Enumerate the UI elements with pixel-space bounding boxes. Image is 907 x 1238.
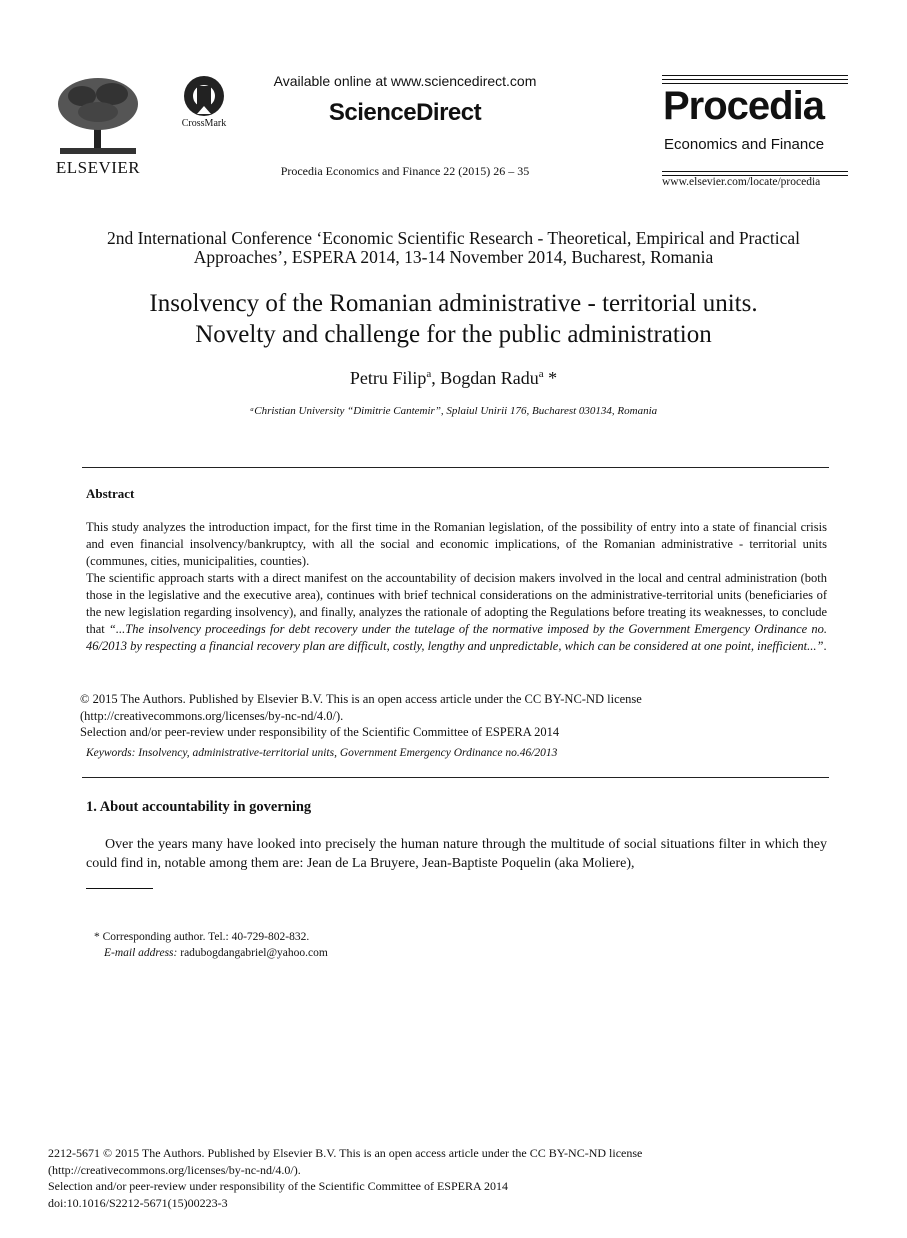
author-sep: , [431, 368, 441, 388]
corresponding-star: * [543, 368, 558, 388]
title-line-1: Insolvency of the Romanian administrative - territorial units. [149, 290, 758, 317]
elsevier-wordmark: ELSEVIER [55, 158, 141, 177]
author-2: Bogdan Radu [440, 368, 539, 388]
divider-bottom [82, 777, 829, 778]
affiliation: ᵃChristian University “Dimitrie Cantemir”, Splaiul Unirii 176, Bucharest 030134, Romania [249, 405, 658, 417]
procedia-title: Procedia [663, 84, 824, 128]
section-1-heading: 1. About accountability in governing [86, 799, 312, 815]
section-1-paragraph: Over the years many have looked into precisely the human nature through the multitude of social situations filter in which they could find in, notable among them are: Jean de La Bruyere, Jean-Baptiste Poquelin (aka Moliere), [86, 837, 827, 871]
footnote [94, 929, 594, 961]
email-address[interactable]: radubogdangabriel@yahoo.com [180, 947, 328, 959]
author-2-affil: a [538, 368, 544, 380]
abstract-quote: “...The insolvency proceedings for debt recovery under the tutelage of the normative imposed by the Government Emergency Ordinance no. 46/2013 by respecting a financial recovery plan are difficult, costly, lengthy and unpredictable, which can be considered at one point, inefficient...” [86, 622, 827, 653]
authors [150, 368, 757, 389]
divider-top [82, 467, 829, 468]
author-1: Petru Filip [349, 368, 427, 388]
abstract-p2-text: The scientific approach starts with a direct manifest on the accountability of decision makers involved in the local and central administration (both those in the legislative and the executive area), continues with brief technical considerations on the administrative-territorial units (beneficiaries of the new legislation regarding insolvency), and finally, analyzes the rationale of adopting the Regulations before treating its weaknesses, to conclude that [86, 571, 827, 636]
corresponding-author-line: * Corresponding author. Tel.: 40-729-802-832. [94, 931, 310, 943]
footer-issn-line: 2212-5671 © 2015 The Authors. Published by Elsevier B.V. This is an open access article under the CC BY-NC-ND license [48, 1146, 643, 1160]
copyright-block [80, 691, 827, 741]
footer-license-link[interactable]: (http://creativecommons.org/licenses/by-nc-nd/4.0/). [48, 1162, 301, 1177]
title-line-2: Novelty and challenge for the public administration [195, 321, 712, 348]
abstract-paragraph-2 [86, 570, 827, 655]
abstract-heading: Abstract [86, 486, 135, 501]
sciencedirect-logo: ScienceDirect [328, 99, 482, 126]
page-footer [48, 1145, 828, 1211]
conference-line: 2nd International Conference ‘Economic Scientific Research - Theoretical, Empirical and Practical Approaches’, ESPERA 2014, 13-14 November 2014, Bucharest, Romania [106, 228, 801, 267]
keywords: Keywords: Insolvency, administrative-territorial units, Government Emergency Ordinance no.46/2013 [86, 747, 558, 759]
procedia-url[interactable]: www.elsevier.com/locate/procedia [662, 176, 821, 188]
license-link[interactable]: (http://creativecommons.org/licenses/by-nc-nd/4.0/). [80, 708, 344, 723]
email-label: E-mail address: [104, 947, 178, 959]
footer-peer-review: Selection and/or peer-review under responsibility of the Scientific Committee of ESPERA 2014 [48, 1179, 508, 1193]
footnote-rule [86, 888, 153, 889]
author-1-affil: a [426, 368, 432, 380]
abstract-body [86, 519, 827, 655]
available-online-text: Available online at www.sciencedirect.com [273, 73, 537, 89]
crossmark-icon[interactable] [180, 74, 228, 122]
journal-reference: Procedia Economics and Finance 22 (2015) 26 – 35 [280, 164, 530, 178]
copyright-line: © 2015 The Authors. Published by Elsevier B.V. This is an open access article under the CC BY-NC-ND license [80, 692, 642, 706]
elsevier-tree-logo [52, 74, 144, 158]
abstract-p2-end: . [823, 639, 827, 653]
peer-review-line: Selection and/or peer-review under responsibility of the Scientific Committee of ESPERA 2014 [80, 725, 560, 739]
crossmark-label: CrossMark [181, 118, 227, 129]
paper-title [60, 288, 847, 350]
footer-doi[interactable]: doi:10.1016/S2212-5671(15)00223-3 [48, 1195, 228, 1210]
procedia-subtitle: Economics and Finance [664, 136, 825, 153]
abstract-paragraph-1: This study analyzes the introduction impact, for the first time in the Romanian legislation, of the possibility of entry into a state of financial crisis and even financial insolvency/bankruptcy, with all the social and economic implications, of the Romanian administrative - territorial units (communes, cities, municipalities, counties). [86, 520, 827, 568]
email-line [94, 945, 594, 961]
